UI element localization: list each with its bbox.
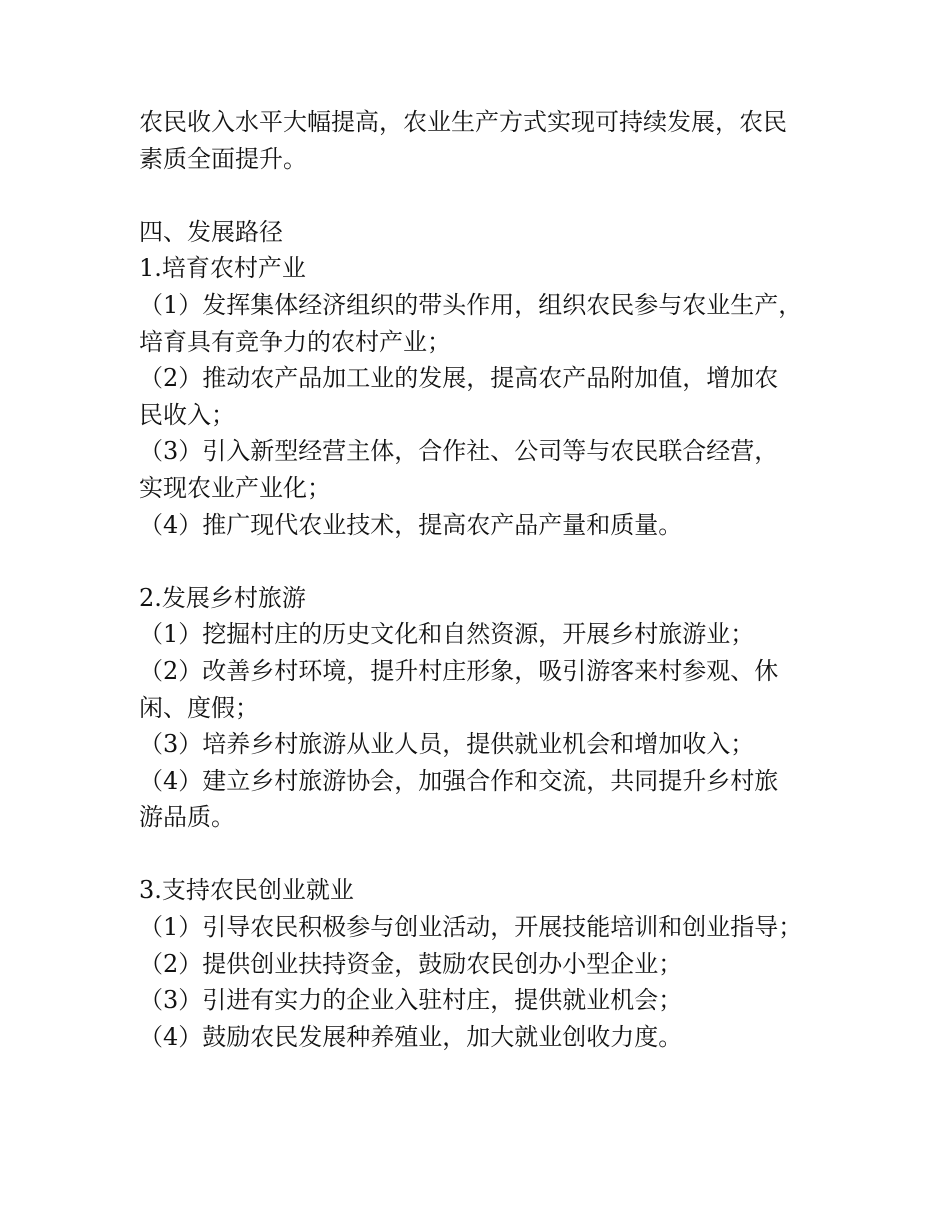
subsection-heading: 1.培育农村产业 [139, 254, 306, 283]
blank-line [139, 177, 839, 214]
list-item-line: （4）建立乡村旅游协会，加强合作和交流，共同提升乡村旅 [139, 766, 779, 795]
paragraph-line: 农民收入水平大幅提高，农业生产方式实现可持续发展，农民 [139, 108, 787, 136]
paragraph-line: 素质全面提升。 [139, 144, 307, 173]
list-item-line: 培育具有竞争力的农村产业； [139, 327, 451, 356]
list-item-line: 民收入； [139, 400, 235, 429]
list-item-line: （3）引入新型经营主体，合作社、公司等与农民联合经营， [139, 437, 779, 466]
list-item-line: 实现农业产业化； [139, 473, 331, 502]
subsection-heading: 2.发展乡村旅游 [139, 583, 306, 612]
list-item-line: （2）提供创业扶持资金，鼓励农民创办小型企业； [139, 949, 683, 978]
list-item-line: （4）鼓励农民发展种养殖业，加大就业创收力度。 [139, 1022, 683, 1051]
list-item-line: （1）挖掘村庄的历史文化和自然资源，开展乡村旅游业； [139, 620, 755, 649]
document-body [139, 104, 839, 1055]
blank-line [139, 836, 839, 873]
list-item-line: （2）推动农产品加工业的发展，提高农产品附加值，增加农 [139, 364, 779, 393]
list-item-line: （3）引进有实力的企业入驻村庄，提供就业机会； [139, 986, 683, 1015]
list-item-line: （1）引导农民积极参与创业活动，开展技能培训和创业指导； [139, 913, 803, 942]
list-item-line: （4）推广现代农业技术，提高农产品产量和质量。 [139, 510, 683, 539]
list-item-line: （1）发挥集体经济组织的带头作用，组织农民参与农业生产， [139, 290, 803, 319]
section-heading: 四、发展路径 [139, 217, 283, 246]
list-item-line: 闲、度假； [139, 693, 259, 722]
subsection-heading: 3.支持农民创业就业 [139, 876, 354, 905]
list-item-line: （2）改善乡村环境，提升村庄形象，吸引游客来村参观、休 [139, 656, 779, 685]
list-item-line: （3）培养乡村旅游从业人员，提供就业机会和增加收入； [139, 730, 755, 759]
list-item-line: 游品质。 [139, 803, 235, 832]
blank-line [139, 543, 839, 580]
